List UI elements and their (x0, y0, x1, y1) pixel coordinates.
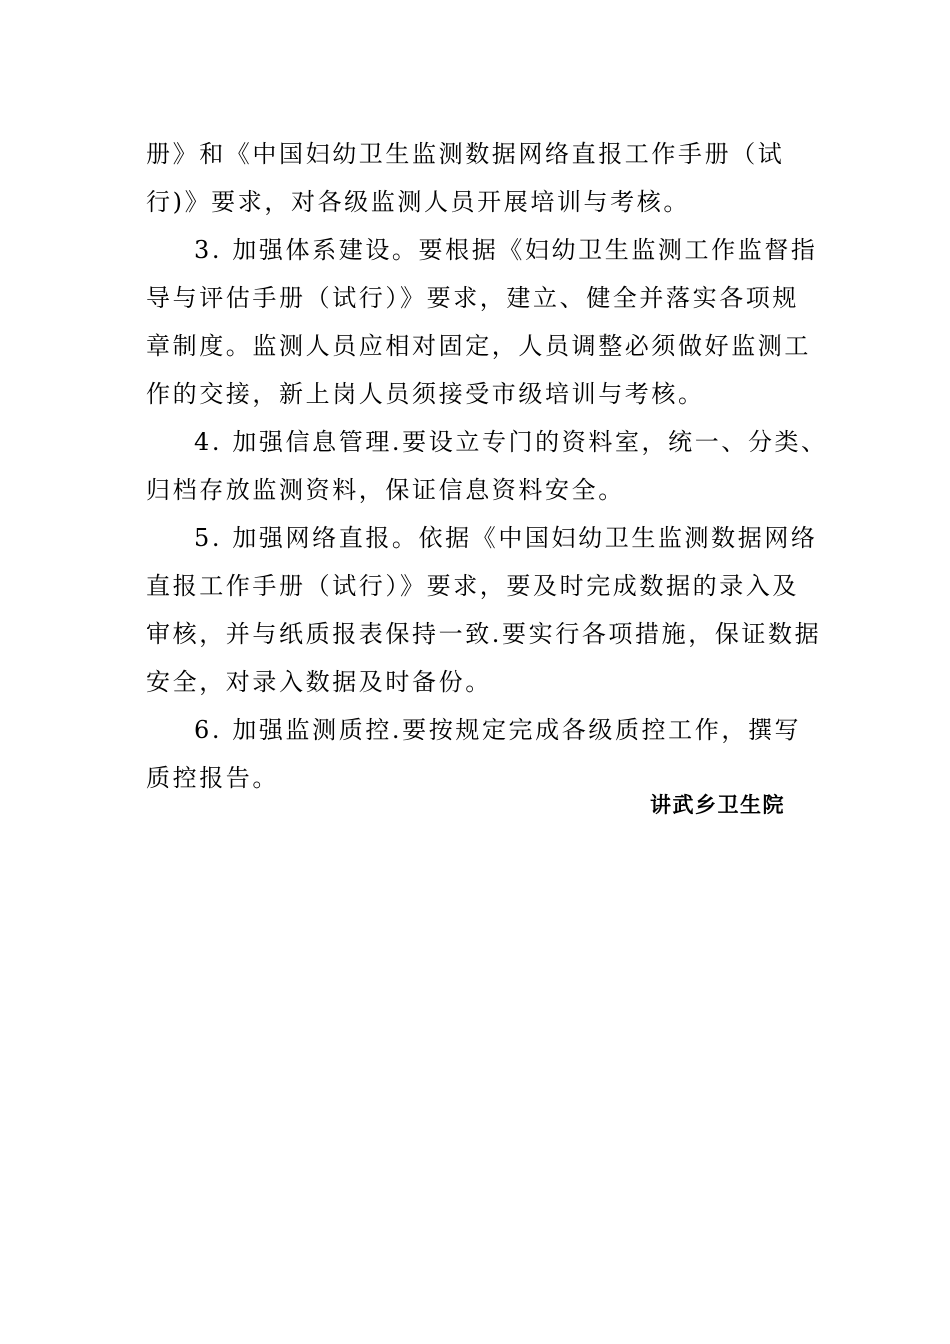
item-6-line-1: 6. 加强监测质控.要按规定完成各级质控工作，撰写 (194, 716, 802, 744)
body-line-2: 行)》要求，对各级监测人员开展培训与考核。 (146, 188, 690, 216)
item-4-line-2: 归档存放监测资料，保证信息资料安全。 (146, 476, 625, 504)
body-line-1: 册》和《中国妇幼卫生监测数据网络直报工作手册（试 (146, 140, 785, 168)
item-3-line-3: 章制度。监测人员应相对固定，人员调整必须做好监测工 (146, 332, 811, 360)
item-5-line-4: 安全，对录入数据及时备份。 (146, 668, 492, 696)
item-6-line-2: 质控报告。 (146, 764, 279, 792)
item-5-line-1: 5. 加强网络直报。依据《中国妇幼卫生监测数据网络 (194, 524, 818, 552)
item-5-line-2: 直报工作手册（试行）》要求，要及时完成数据的录入及 (146, 572, 799, 600)
item-3-line-4: 作的交接，新上岗人员须接受市级培训与考核。 (146, 380, 705, 408)
item-3-line-1: 3. 加强体系建设。要根据《妇幼卫生监测工作监督指 (194, 236, 818, 264)
item-4-line-1: 4. 加强信息管理.要设立专门的资料室，统一、分类、 (194, 428, 828, 456)
item-3-line-2: 导与评估手册（试行）》要求，建立、健全并落实各项规 (146, 284, 799, 312)
signature-organization: 讲武乡卫生院 (650, 792, 785, 817)
item-5-line-3: 审核，并与纸质报表保持一致.要实行各项措施，保证数据 (146, 620, 822, 648)
